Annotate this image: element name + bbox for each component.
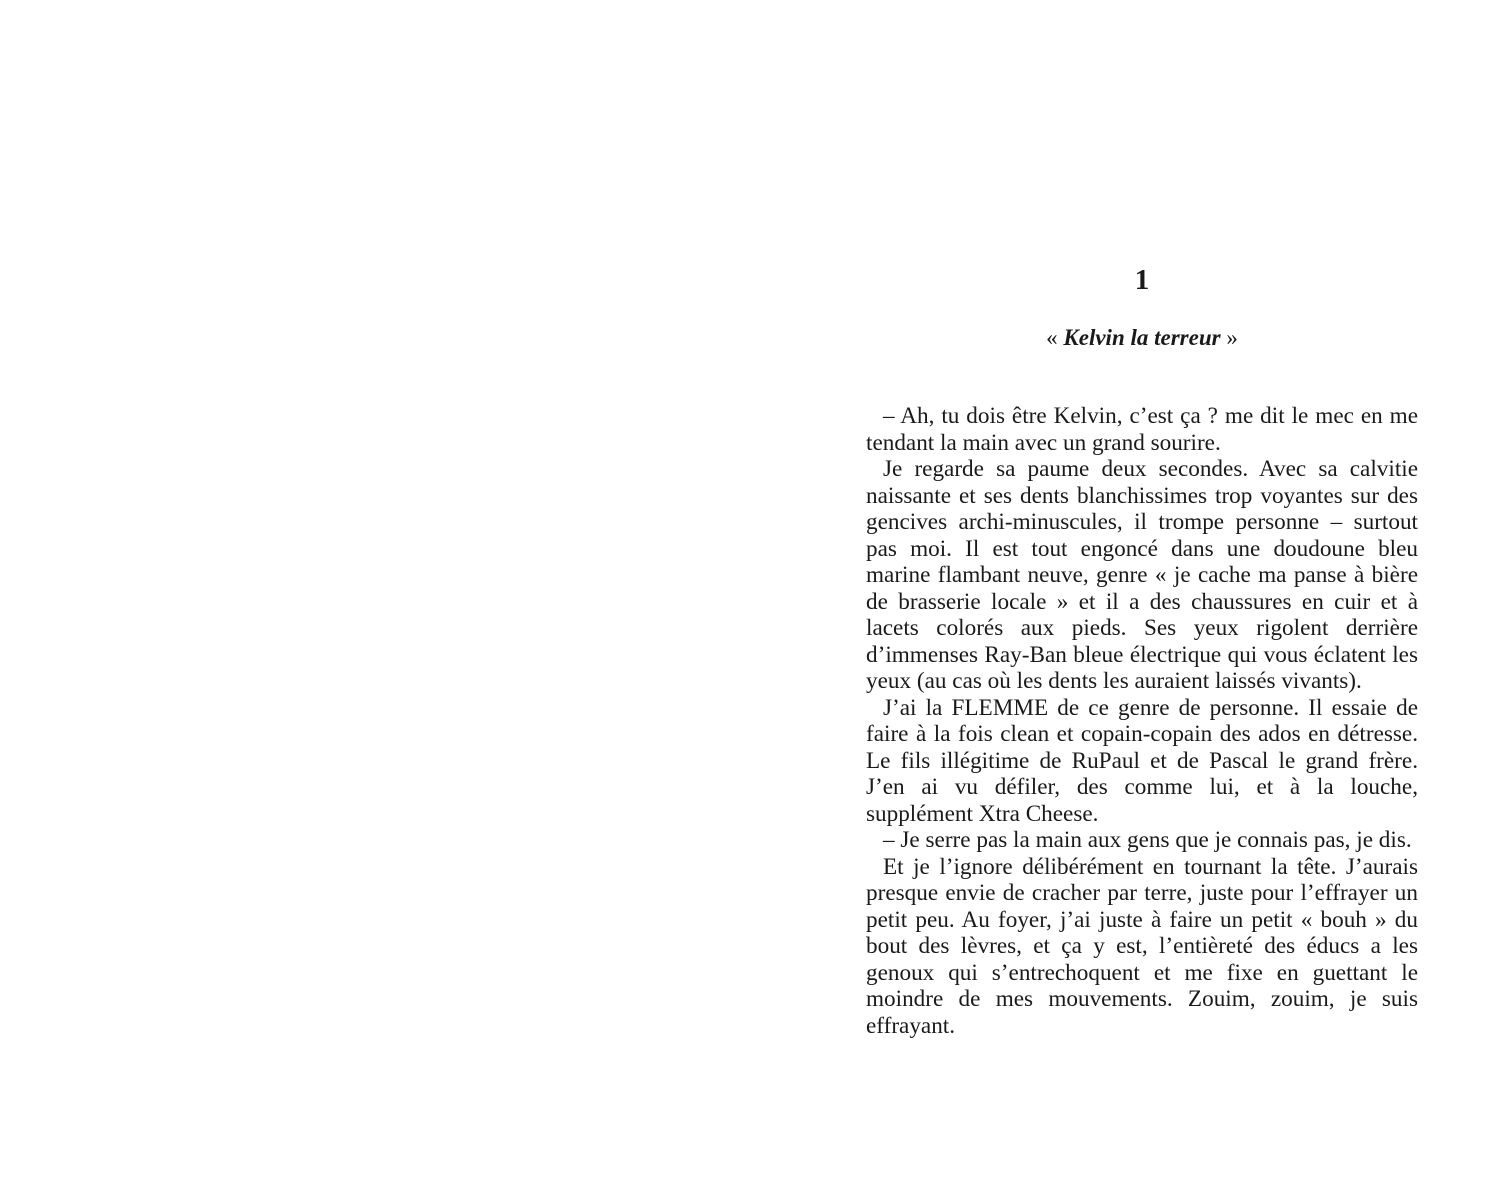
paragraph-4: – Je serre pas la main aux gens que je connais pas, je dis. bbox=[883, 827, 1412, 853]
chapter-number: 1 bbox=[1134, 264, 1150, 296]
chapter-title-text: Kelvin la terreur bbox=[1063, 325, 1221, 350]
paragraph-2: Je regarde sa paume deux secondes. Avec sa calvitie naissante et ses dents blanchissimes trop voyantes sur des gencives archi-minuscules, il trompe personne – surtout pas moi. Il est tout engoncé dans une doudoune bleu marine flambant neuve, genre « je cache ma panse à bière de brasserie locale » et il a des chaussures en cuir et à lacets colorés aux pieds. Ses yeux rigolent derrière d’immenses Ray-Ban bleue électrique qui vous éclatent les yeux (au cas où les dents les auraient laissés vivants). bbox=[866, 456, 1418, 694]
paragraph-1: – Ah, tu dois être Kelvin, c’est ça ? me dit le mec en me tendant la main avec un grand sourire. bbox=[866, 403, 1418, 456]
chapter-body bbox=[866, 403, 1418, 1039]
paragraph-3: J’ai la FLEMME de ce genre de personne. Il essaie de faire à la fois clean et copain-copain des ados en détresse. Le fils illégitime de RuPaul et de Pascal le grand frère. J’en ai vu défiler, des comme lui, et à la louche, supplément Xtra Cheese. bbox=[866, 694, 1418, 827]
left-page-blank bbox=[0, 0, 753, 1200]
chapter-title-open-quote: « bbox=[1046, 325, 1064, 350]
chapter-title bbox=[866, 322, 1418, 354]
paragraph-5: Et je l’ignore délibérément en tournant la tête. J’aurais presque envie de cracher par terre, juste pour l’effrayer un petit peu. Au foyer, j’ai juste à faire un petit « bouh » du bout des lèvres, et ça y est, l’entièreté des éducs a les genoux qui s’entrechoquent et me fixe en guettant le moindre de mes mouvements. Zouim, zouim, je suis effrayant. bbox=[866, 853, 1418, 1039]
chapter-title-close-quote: » bbox=[1220, 325, 1238, 350]
